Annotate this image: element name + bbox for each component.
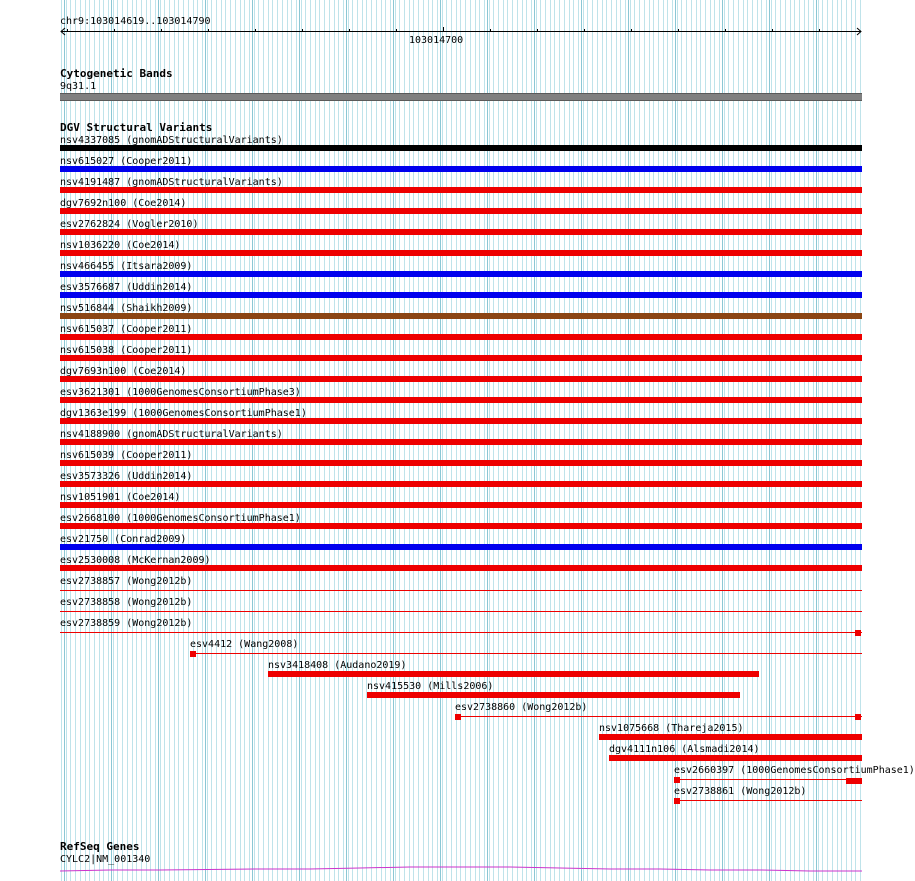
variant-label[interactable]: nsv615037 (Cooper2011) bbox=[60, 324, 193, 335]
variant-label[interactable]: esv2738859 (Wong2012b) bbox=[60, 618, 193, 629]
variant-label[interactable]: nsv1051901 (Coe2014) bbox=[60, 492, 181, 503]
variant-line[interactable] bbox=[190, 653, 862, 654]
variant-label[interactable]: nsv4337085 (gnomADStructuralVariants) bbox=[60, 135, 283, 146]
variant-label[interactable]: nsv615039 (Cooper2011) bbox=[60, 450, 193, 461]
variant-label[interactable]: esv2660397 (1000GenomesConsortiumPhase1) bbox=[674, 765, 915, 776]
variant-line[interactable] bbox=[674, 800, 862, 801]
variant-block[interactable] bbox=[855, 630, 861, 636]
variant-label[interactable]: dgv7692n100 (Coe2014) bbox=[60, 198, 187, 209]
variant-label[interactable]: nsv415530 (Mills2006) bbox=[367, 681, 494, 692]
variant-bar[interactable] bbox=[609, 755, 862, 761]
variant-label[interactable]: esv4412 (Wang2008) bbox=[190, 639, 299, 650]
variant-bar[interactable] bbox=[367, 692, 740, 698]
variant-label[interactable]: esv3576687 (Uddin2014) bbox=[60, 282, 193, 293]
variant-block[interactable] bbox=[674, 777, 680, 783]
variant-label[interactable]: dgv1363e199 (1000GenomesConsortiumPhase1) bbox=[60, 408, 307, 419]
variant-bar[interactable] bbox=[599, 734, 862, 740]
variant-label[interactable]: nsv3418408 (Audano2019) bbox=[268, 660, 407, 671]
variant-label[interactable]: nsv4191487 (gnomADStructuralVariants) bbox=[60, 177, 283, 188]
variant-label[interactable]: esv2738857 (Wong2012b) bbox=[60, 576, 193, 587]
variant-line[interactable] bbox=[60, 632, 862, 633]
variant-line[interactable] bbox=[674, 779, 862, 780]
variant-label[interactable]: nsv615027 (Cooper2011) bbox=[60, 156, 193, 167]
variant-label[interactable]: esv3621301 (1000GenomesConsortiumPhase3) bbox=[60, 387, 301, 398]
variant-line[interactable] bbox=[455, 716, 862, 717]
variant-bar[interactable] bbox=[846, 778, 862, 784]
variant-label[interactable]: esv2668100 (1000GenomesConsortiumPhase1) bbox=[60, 513, 301, 524]
variant-block[interactable] bbox=[855, 714, 861, 720]
variant-label[interactable]: esv2530008 (McKernan2009) bbox=[60, 555, 211, 566]
refseq-track-title[interactable]: RefSeq Genes bbox=[60, 840, 140, 853]
variant-label[interactable]: nsv516844 (Shaikh2009) bbox=[60, 303, 193, 314]
gene-label[interactable]: CYLC2|NM_001340 bbox=[60, 854, 151, 865]
cytoband-label: 9q31.1 bbox=[60, 81, 97, 92]
variant-label[interactable]: dgv7693n100 (Coe2014) bbox=[60, 366, 187, 377]
cytoband-bar[interactable] bbox=[60, 93, 862, 101]
variant-label[interactable]: esv21750 (Conrad2009) bbox=[60, 534, 187, 545]
gene-line[interactable] bbox=[60, 867, 862, 871]
variant-line[interactable] bbox=[60, 590, 862, 591]
variant-label[interactable]: esv3573326 (Uddin2014) bbox=[60, 471, 193, 482]
variant-label[interactable]: esv2762824 (Vogler2010) bbox=[60, 219, 199, 230]
variant-label[interactable]: nsv466455 (Itsara2009) bbox=[60, 261, 193, 272]
variant-label[interactable]: esv2738858 (Wong2012b) bbox=[60, 597, 193, 608]
variant-block[interactable] bbox=[190, 651, 196, 657]
cytoband-track-title[interactable]: Cytogenetic Bands bbox=[60, 67, 173, 80]
variant-block[interactable] bbox=[455, 714, 461, 720]
dgv-track-title[interactable]: DGV Structural Variants bbox=[60, 121, 213, 134]
variant-label[interactable]: esv2738860 (Wong2012b) bbox=[455, 702, 588, 713]
location-label: chr9:103014619..103014790 bbox=[60, 16, 211, 27]
variant-label[interactable]: nsv4188900 (gnomADStructuralVariants) bbox=[60, 429, 283, 440]
variant-label[interactable]: esv2738861 (Wong2012b) bbox=[674, 786, 807, 797]
variant-bar[interactable] bbox=[268, 671, 759, 677]
variant-block[interactable] bbox=[674, 798, 680, 804]
variant-label[interactable]: dgv4111n106 (Alsmadi2014) bbox=[609, 744, 760, 755]
variant-label[interactable]: nsv1036220 (Coe2014) bbox=[60, 240, 181, 251]
variant-label[interactable]: nsv615038 (Cooper2011) bbox=[60, 345, 193, 356]
ruler-tick-label: 103014700 bbox=[409, 35, 464, 46]
variant-label[interactable]: nsv1075668 (Thareja2015) bbox=[599, 723, 744, 734]
variant-line[interactable] bbox=[60, 611, 862, 612]
